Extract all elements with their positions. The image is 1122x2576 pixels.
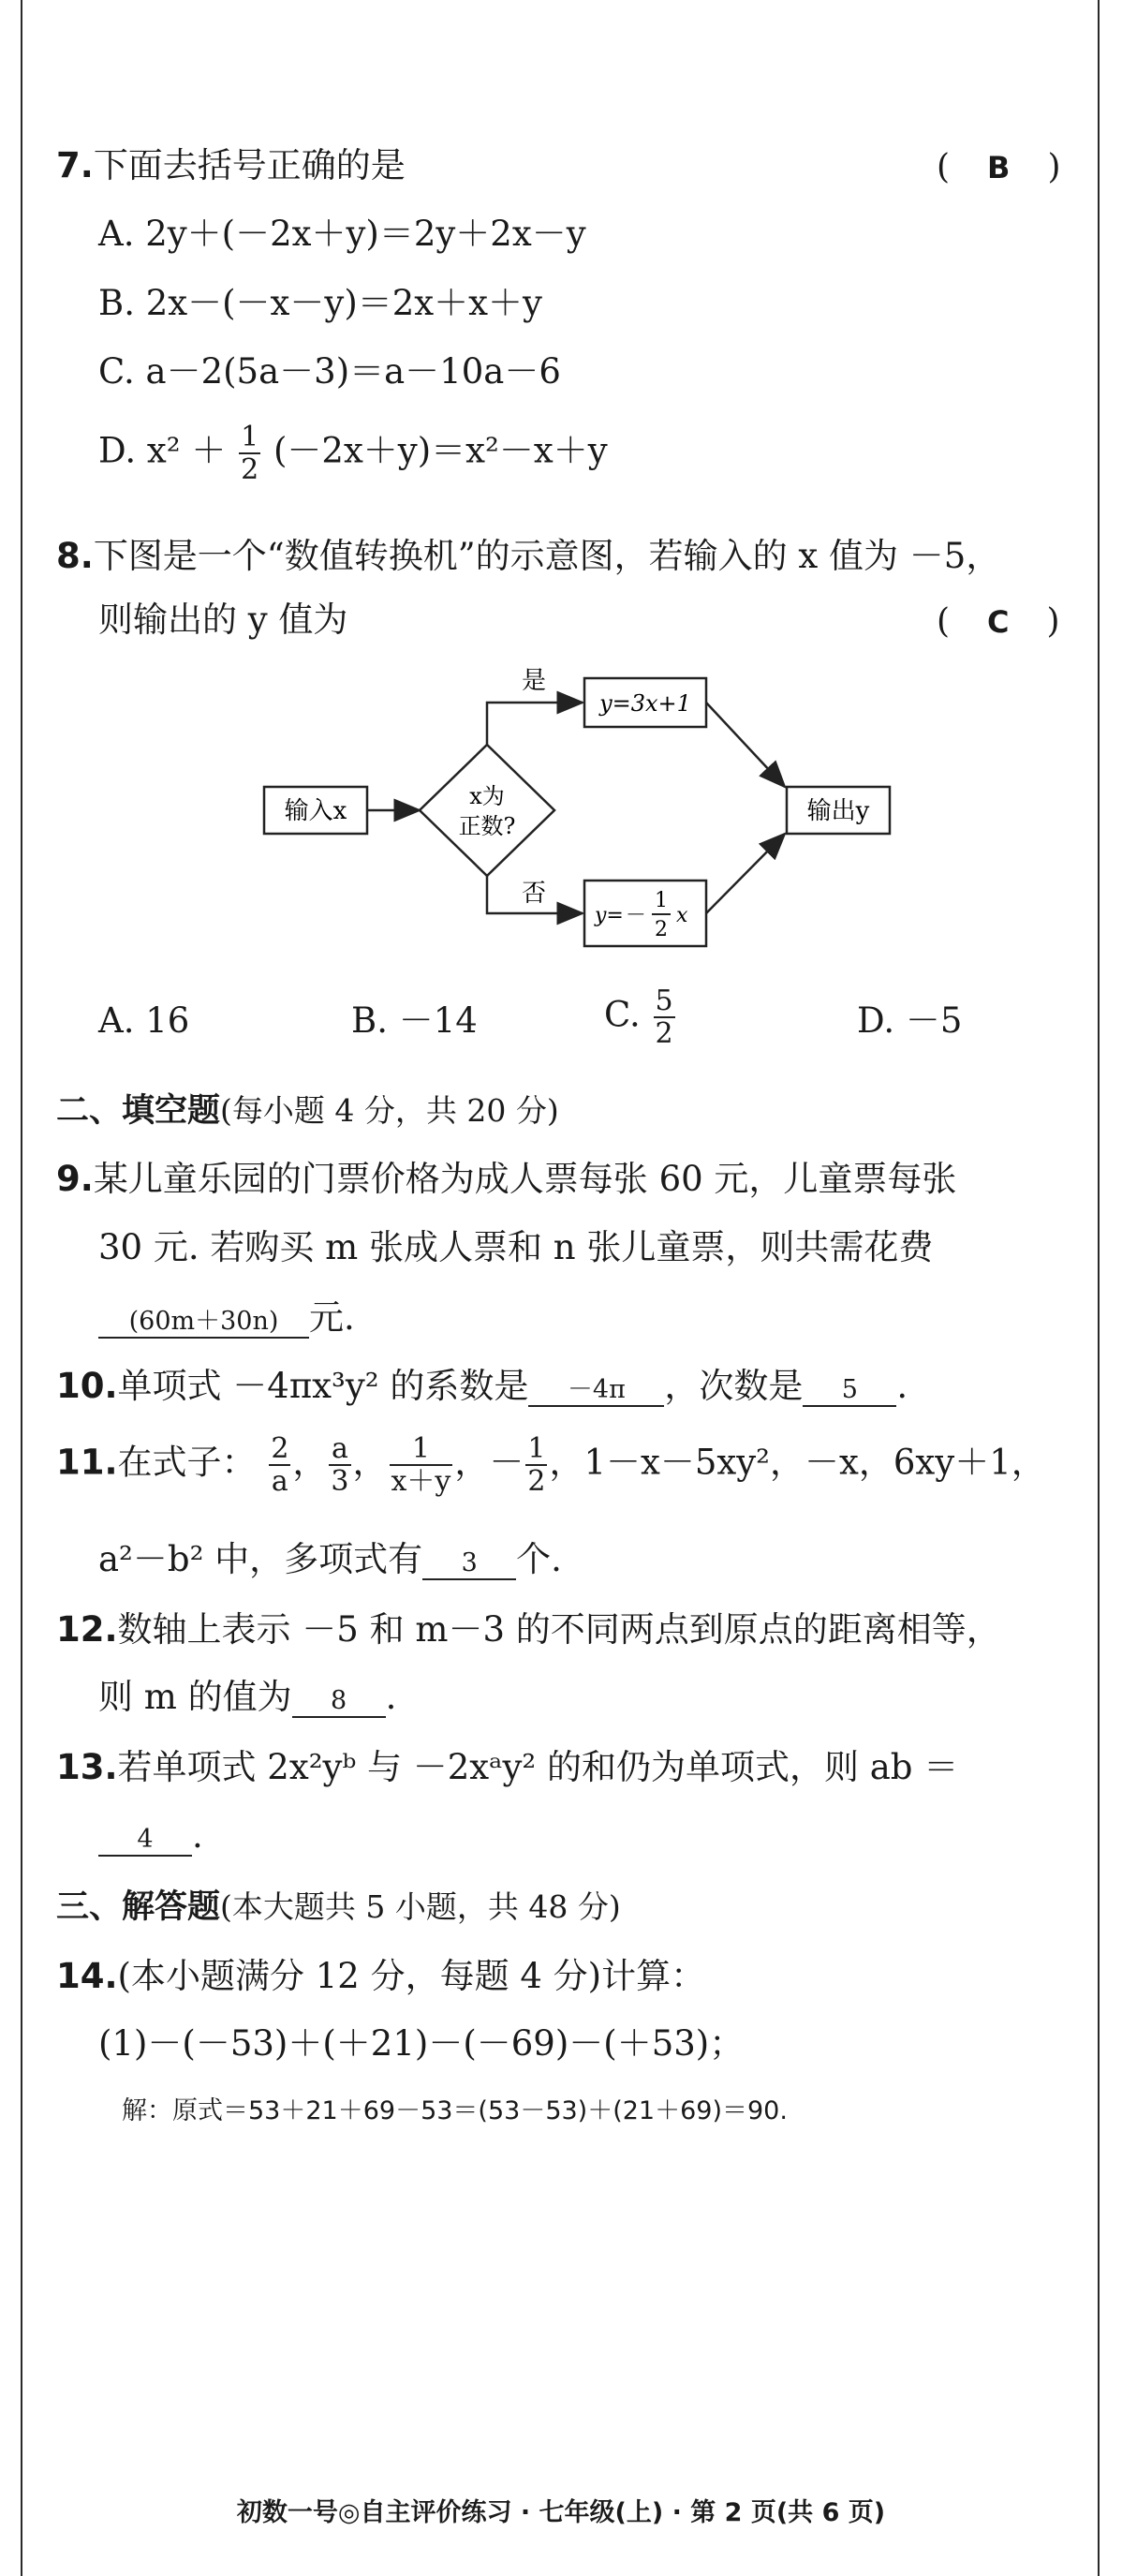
section2-heading: [56, 1091, 559, 1131]
q12-line1: [56, 1609, 1001, 1651]
q8-text1: 下图是一个“数值转换机”的示意图，若输入的 x 值为 －5，: [93, 536, 1001, 576]
q8-c-pre: C.: [604, 994, 641, 1035]
page-footer: 初数一号◎自主评价练习 · 七年级(上) · 第 2 页(共 6 页): [236, 2498, 886, 2527]
q12-tail: .: [385, 1677, 397, 1717]
q14-number: 14.: [56, 1956, 118, 1996]
top-formula: y=3x+1: [599, 690, 691, 717]
q7-option-a: A. 2y＋(－2x＋y)＝2y＋2x－y: [98, 214, 586, 254]
q9-answer: (60m＋30n): [98, 1307, 309, 1339]
q11-frac-3: [390, 1433, 453, 1497]
q13-line2: [98, 1815, 203, 1857]
section3-title: 三、解答题: [56, 1888, 221, 1926]
q11-number: 11.: [56, 1442, 118, 1483]
frac-den: x＋y: [391, 1465, 451, 1498]
arrow-bottom-output: [706, 834, 785, 913]
left-margin-line: [21, 0, 22, 2576]
bottom-formula-post: x: [676, 904, 688, 927]
output-label: 输出y: [806, 797, 870, 825]
q7-answer: B: [987, 150, 1011, 185]
q8-stem-line1: [56, 536, 1000, 577]
yes-label: 是: [521, 667, 547, 695]
q13-answer: 4: [98, 1825, 192, 1857]
q9-line3: [98, 1297, 355, 1339]
arrow-top-output: [706, 703, 785, 787]
q7-text: 下面去括号正确的是: [93, 145, 406, 185]
frac-den: 2: [527, 1465, 546, 1498]
no-label: 否: [521, 880, 547, 908]
flowchart: [253, 656, 908, 965]
input-label: 输入x: [284, 797, 347, 825]
q11-answer: 3: [422, 1548, 516, 1580]
q8-answer-paren: ( C ): [937, 602, 1060, 641]
q11-line2-pre: a²－b² 中，多项式有: [98, 1539, 423, 1579]
q9-number: 9.: [56, 1159, 94, 1199]
q7-stem: [56, 145, 406, 186]
q8-option-c: [604, 985, 677, 1049]
q11-sep: ，－: [454, 1442, 524, 1483]
section3-heading: [56, 1888, 621, 1927]
frac-den: 3: [331, 1465, 349, 1498]
q9-line1: [56, 1159, 956, 1200]
decision-label-1: x为: [469, 783, 505, 809]
q14-text: (本小题满分 12 分，每题 4 分)计算：: [117, 1956, 706, 1996]
q7-option-b: B. 2x－(－x－y)＝2x＋x＋y: [98, 283, 542, 323]
frac-num: 5: [655, 985, 673, 1017]
q11-line2: [98, 1539, 562, 1580]
q11-pre: 在式子：: [117, 1442, 257, 1483]
bottom-frac-den: 2: [655, 918, 668, 941]
q7-number: 7.: [56, 145, 94, 185]
q14-part1: (1)－(－53)＋(＋21)－(－69)－(＋53)；: [98, 2023, 745, 2064]
q12-line2-pre: 则 m 的值为: [98, 1677, 292, 1717]
q11-rest: ，1－x－5xy²，－x，6xy＋1，: [549, 1442, 1046, 1483]
q7-d-pre: D. x² ＋: [98, 430, 227, 471]
q8-option-b: B. －14: [351, 1000, 478, 1041]
frac-num: 2: [271, 1432, 289, 1465]
q14-solution: 解：原式＝53＋21＋69－53＝(53－53)＋(21＋69)＝90.: [122, 2096, 788, 2125]
q10-tail: .: [896, 1366, 908, 1406]
q12-number: 12.: [56, 1609, 118, 1650]
q8-option-d: D. －5: [857, 1000, 963, 1041]
q10-line: [56, 1366, 908, 1407]
frac-den: 2: [655, 1017, 673, 1050]
q8-answer: C: [987, 604, 1010, 640]
bottom-formula-pre: y=－: [595, 904, 644, 927]
q13-line1: [56, 1747, 958, 1788]
bottom-frac-num: 1: [655, 889, 668, 912]
q7-option-c: C. a－2(5a－3)＝a－10a－6: [98, 351, 561, 392]
q9-line2: 30 元. 若购买 m 张成人票和 n 张儿童票，则共需花费: [98, 1227, 934, 1267]
right-margin-line: [1098, 0, 1100, 2576]
q10-mid: ，次数是: [664, 1366, 804, 1406]
decision-label-2: 正数?: [458, 813, 516, 839]
frac-den: a: [271, 1465, 288, 1498]
q9-tail: 元.: [309, 1297, 355, 1338]
q9-text1: 某儿童乐园的门票价格为成人票每张 60 元，儿童票每张: [93, 1159, 957, 1199]
q12-text1: 数轴上表示 －5 和 m－3 的不同两点到原点的距离相等，: [117, 1609, 1001, 1650]
q7-d-fraction: [239, 422, 260, 485]
arrow-yes: [487, 703, 583, 745]
q11-line1: 11.在式子： $\frac{2}{a}$ ， $\frac{a}{3}$ ， $\frac{1}{x+y}$ ，－ $\frac{1}{2}$ ，1－x－5xy²，－x，6xy＋1，: [56, 1432, 1046, 1498]
q11-frac-1: [269, 1433, 290, 1497]
q13-tail: .: [192, 1815, 203, 1856]
q14-stem: [56, 1956, 705, 1997]
frac-num: a: [329, 1433, 350, 1466]
q10-answer-degree: 5: [803, 1375, 896, 1407]
q8-option-a: A. 16: [98, 1000, 190, 1041]
q12-line2: [98, 1677, 396, 1718]
q7-option-d: [98, 422, 608, 485]
frac-num: 1: [527, 1432, 546, 1465]
q11-frac-2: [329, 1433, 350, 1497]
frac-num: 1: [241, 421, 259, 453]
frac-num: 1: [390, 1433, 453, 1466]
q10-answer-coefficient: －4π: [528, 1375, 664, 1407]
decision-diamond: [420, 745, 554, 876]
section2-title: 二、填空题: [56, 1092, 221, 1130]
q13-text1: 若单项式 2x²yᵇ 与 －2xᵃy² 的和仍为单项式，则 ab ＝: [117, 1747, 959, 1787]
q11-frac-4: [525, 1433, 547, 1497]
frac-den: 2: [241, 453, 259, 486]
q8-stem-line2: 则输出的 y 值为: [98, 600, 348, 640]
q13-number: 13.: [56, 1747, 118, 1787]
q8-number: 8.: [56, 536, 94, 576]
q11-line2-tail: 个.: [516, 1539, 562, 1579]
q10-pre: 单项式 －4πx³y² 的系数是: [117, 1366, 529, 1406]
q10-number: 10.: [56, 1366, 118, 1406]
q12-answer: 8: [292, 1686, 386, 1718]
q8-c-fraction: [654, 985, 675, 1049]
q7-d-post: (－2x＋y)＝x²－x＋y: [273, 430, 608, 471]
section3-note: (本大题共 5 小题，共 48 分): [220, 1888, 621, 1925]
q7-answer-paren: ( B ): [937, 148, 1061, 186]
section2-note: (每小题 4 分，共 20 分): [220, 1092, 559, 1129]
